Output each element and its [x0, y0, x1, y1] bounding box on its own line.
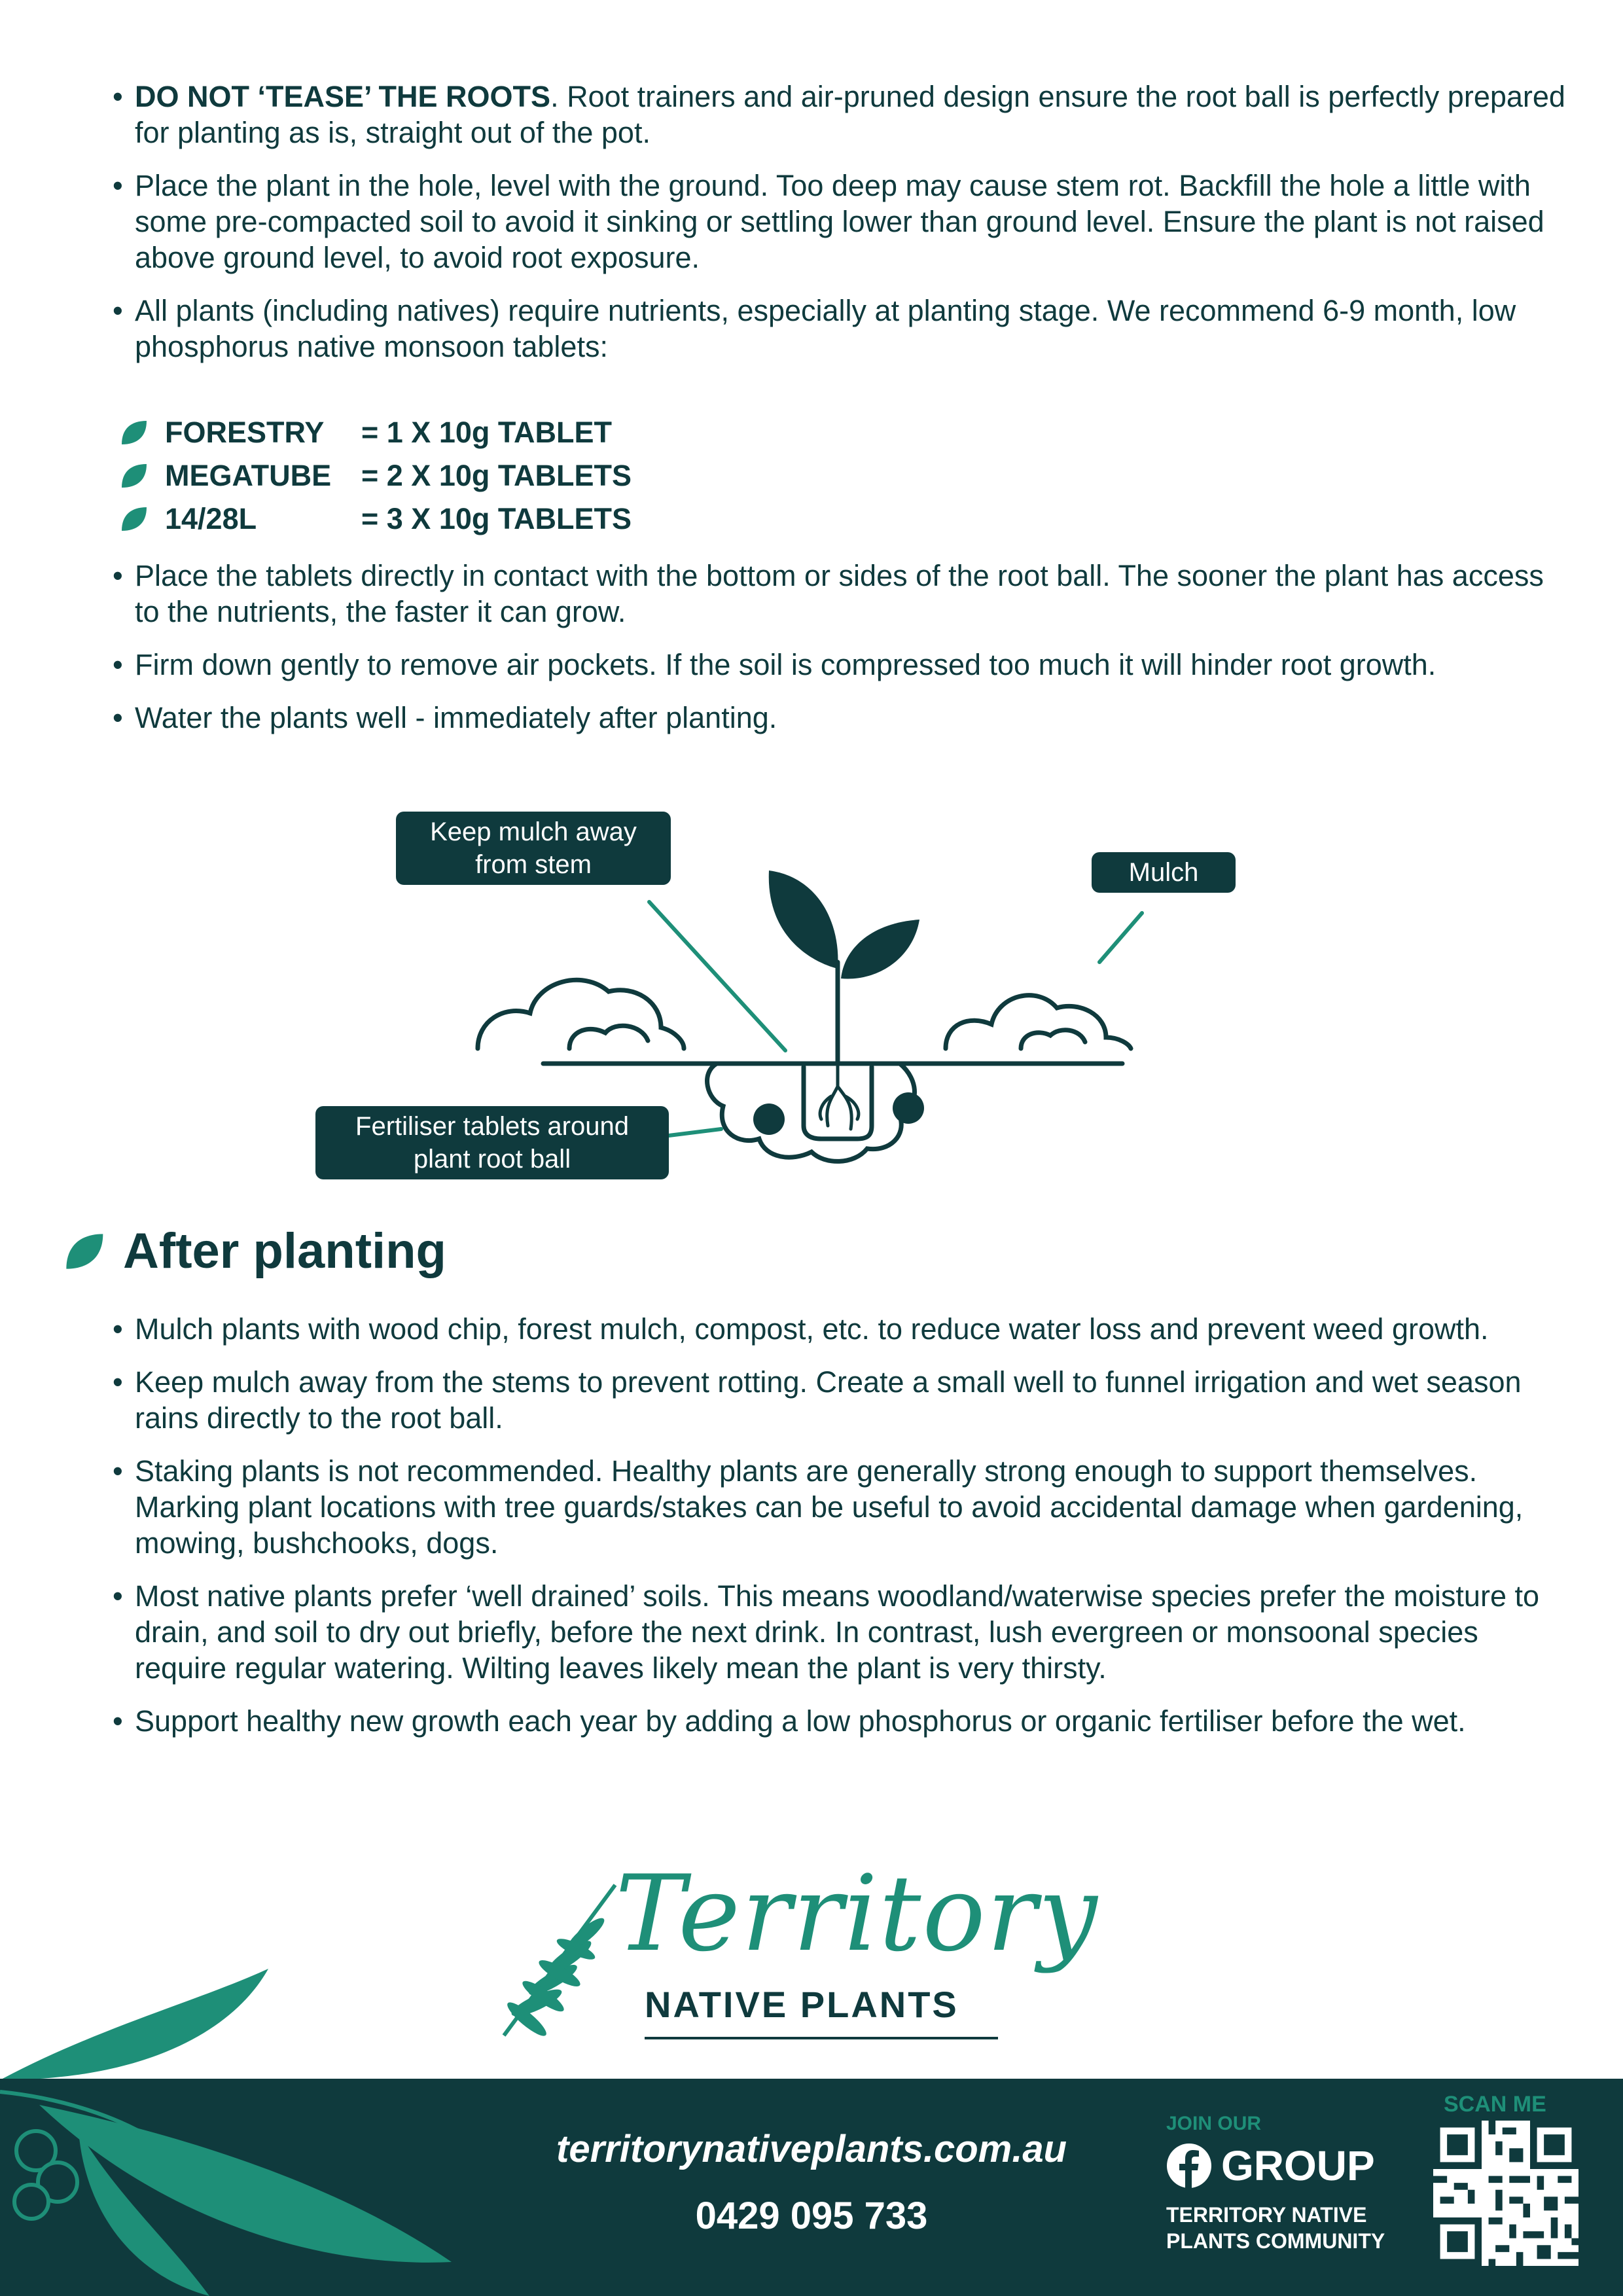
item-text: Staking plants is not recommended. Healthy plants are generally strong enough to support themselves. Marking plant locations with tree guards/stakes can be useful to avoid accidental damage when gardening, mowing, bushchooks, dogs.	[135, 1454, 1524, 1560]
step-do-not-tease	[113, 79, 1565, 151]
footer-band	[0, 2079, 1623, 2296]
tablet-dose: = 1 X 10g TABLET	[361, 416, 613, 449]
after-planting-heading	[63, 1223, 446, 1280]
leaf-icon	[118, 417, 149, 448]
callout-text: Keep mulch away from stem	[430, 817, 637, 879]
step-lead: DO NOT ‘TEASE’ THE ROOTS	[135, 80, 551, 113]
tablet-dosage-list	[118, 411, 632, 541]
after-planting-list	[113, 1311, 1565, 1756]
after-item-stems	[113, 1364, 1565, 1436]
step-text: Place the plant in the hole, level with the ground. Too deep may cause stem rot. Backfill the hole a little with some pre-compacted soil to avoid it sinking or settling lower than ground level. Ensure the plant is not raised above ground level, to avoid root exposure.	[135, 169, 1544, 274]
callout-mulch	[1092, 852, 1236, 893]
tablet-name: MEGATUBE	[165, 459, 332, 492]
scan-me-label: SCAN ME	[1444, 2092, 1546, 2117]
facebook-group-link[interactable]	[1166, 2142, 1375, 2190]
leaf-icon	[118, 503, 149, 535]
mulch-mound-left	[478, 980, 684, 1049]
seedling-leaf-small	[841, 920, 919, 978]
qr-code-pattern	[1433, 2121, 1578, 2266]
fertiliser-tablet	[753, 1103, 785, 1135]
callout-keep-mulch	[396, 812, 671, 885]
phone-number[interactable]: 0429 095 733	[695, 2195, 928, 2237]
logo-underline	[645, 2037, 998, 2039]
seedling-leaf-large	[769, 870, 838, 969]
step-text: . Root trainers and air-pruned design ensure the root ball is perfectly prepared for planting as is, straight out of the pot.	[135, 80, 1565, 149]
tablet-row	[118, 411, 632, 454]
fern-frond-icon	[491, 1872, 622, 2042]
after-item-mulch	[113, 1311, 1565, 1347]
planting-diagram	[308, 805, 1276, 1198]
callout-text: Fertiliser tablets around plant root ball	[355, 1112, 629, 1174]
step-text: Firm down gently to remove air pockets. If the soil is compressed too much it will hinder root growth.	[135, 648, 1436, 681]
after-item-staking	[113, 1453, 1565, 1561]
planting-steps-continued	[113, 558, 1565, 753]
callout-text: Mulch	[1128, 858, 1199, 887]
tablet-name: FORESTRY	[165, 416, 325, 449]
step-nutrients	[113, 293, 1565, 365]
territory-native-plants-logo	[491, 1852, 1106, 2049]
join-our-label: JOIN OUR	[1166, 2113, 1262, 2134]
tablet-row	[118, 454, 632, 497]
facebook-icon	[1166, 2143, 1212, 2189]
section-title: After planting	[123, 1223, 446, 1279]
decorative-leaves-footer	[0, 2079, 471, 2296]
step-tablet-placement	[113, 558, 1565, 630]
step-firm-down	[113, 647, 1565, 683]
group-label: GROUP	[1221, 2142, 1375, 2189]
planting-steps	[113, 79, 1565, 382]
leaf-icon	[118, 460, 149, 492]
step-text: All plants (including natives) require nutrients, especially at planting stage. We recommend 6-9 month, low phosphorus native monsoon tablets:	[135, 294, 1516, 363]
after-item-fertiliser	[113, 1703, 1565, 1739]
step-text: Place the tablets directly in contact with the bottom or sides of the root ball. The sooner the plant has access to the nutrients, the faster it can grow.	[135, 559, 1544, 628]
community-line: TERRITORY NATIVE	[1166, 2203, 1367, 2227]
tablet-dose: = 3 X 10g TABLETS	[361, 502, 632, 535]
community-name	[1166, 2202, 1385, 2254]
tablet-row	[118, 497, 632, 541]
step-place-plant	[113, 168, 1565, 276]
item-text: Support healthy new growth each year by adding a low phosphorus or organic fertiliser before the wet.	[135, 1704, 1466, 1738]
item-text: Most native plants prefer ‘well drained’ soils. This means woodland/waterwise species prefer the moisture to drain, and soil to dry out briefly, before the next drink. In contrast, lush evergreen or monsoonal species require regular watering. Wilting leaves likely mean the plant is very thirsty.	[135, 1579, 1540, 1685]
step-water	[113, 700, 1565, 736]
tablet-name: 14/28L	[165, 502, 257, 535]
leaf-icon	[63, 1230, 105, 1272]
qr-code[interactable]	[1433, 2121, 1578, 2266]
after-item-drainage	[113, 1578, 1565, 1686]
mulch-mound-right	[946, 996, 1131, 1049]
logo-script: Territory	[615, 1852, 1099, 1975]
step-text: Water the plants well - immediately after planting.	[135, 701, 777, 734]
planting-hole	[707, 1064, 915, 1161]
community-line: PLANTS COMMUNITY	[1166, 2229, 1385, 2253]
tablet-dose: = 2 X 10g TABLETS	[361, 459, 632, 492]
item-text: Keep mulch away from the stems to prevent rotting. Create a small well to funnel irrigation and wet season rains directly to the root ball.	[135, 1365, 1522, 1435]
logo-subtitle: NATIVE PLANTS	[645, 1984, 959, 2025]
callout-fertiliser	[315, 1106, 669, 1179]
item-text: Mulch plants with wood chip, forest mulch, compost, etc. to reduce water loss and prevent weed growth.	[135, 1312, 1489, 1346]
website-link[interactable]: territorynativeplants.com.au	[556, 2128, 1067, 2170]
fertiliser-tablet	[893, 1092, 924, 1124]
